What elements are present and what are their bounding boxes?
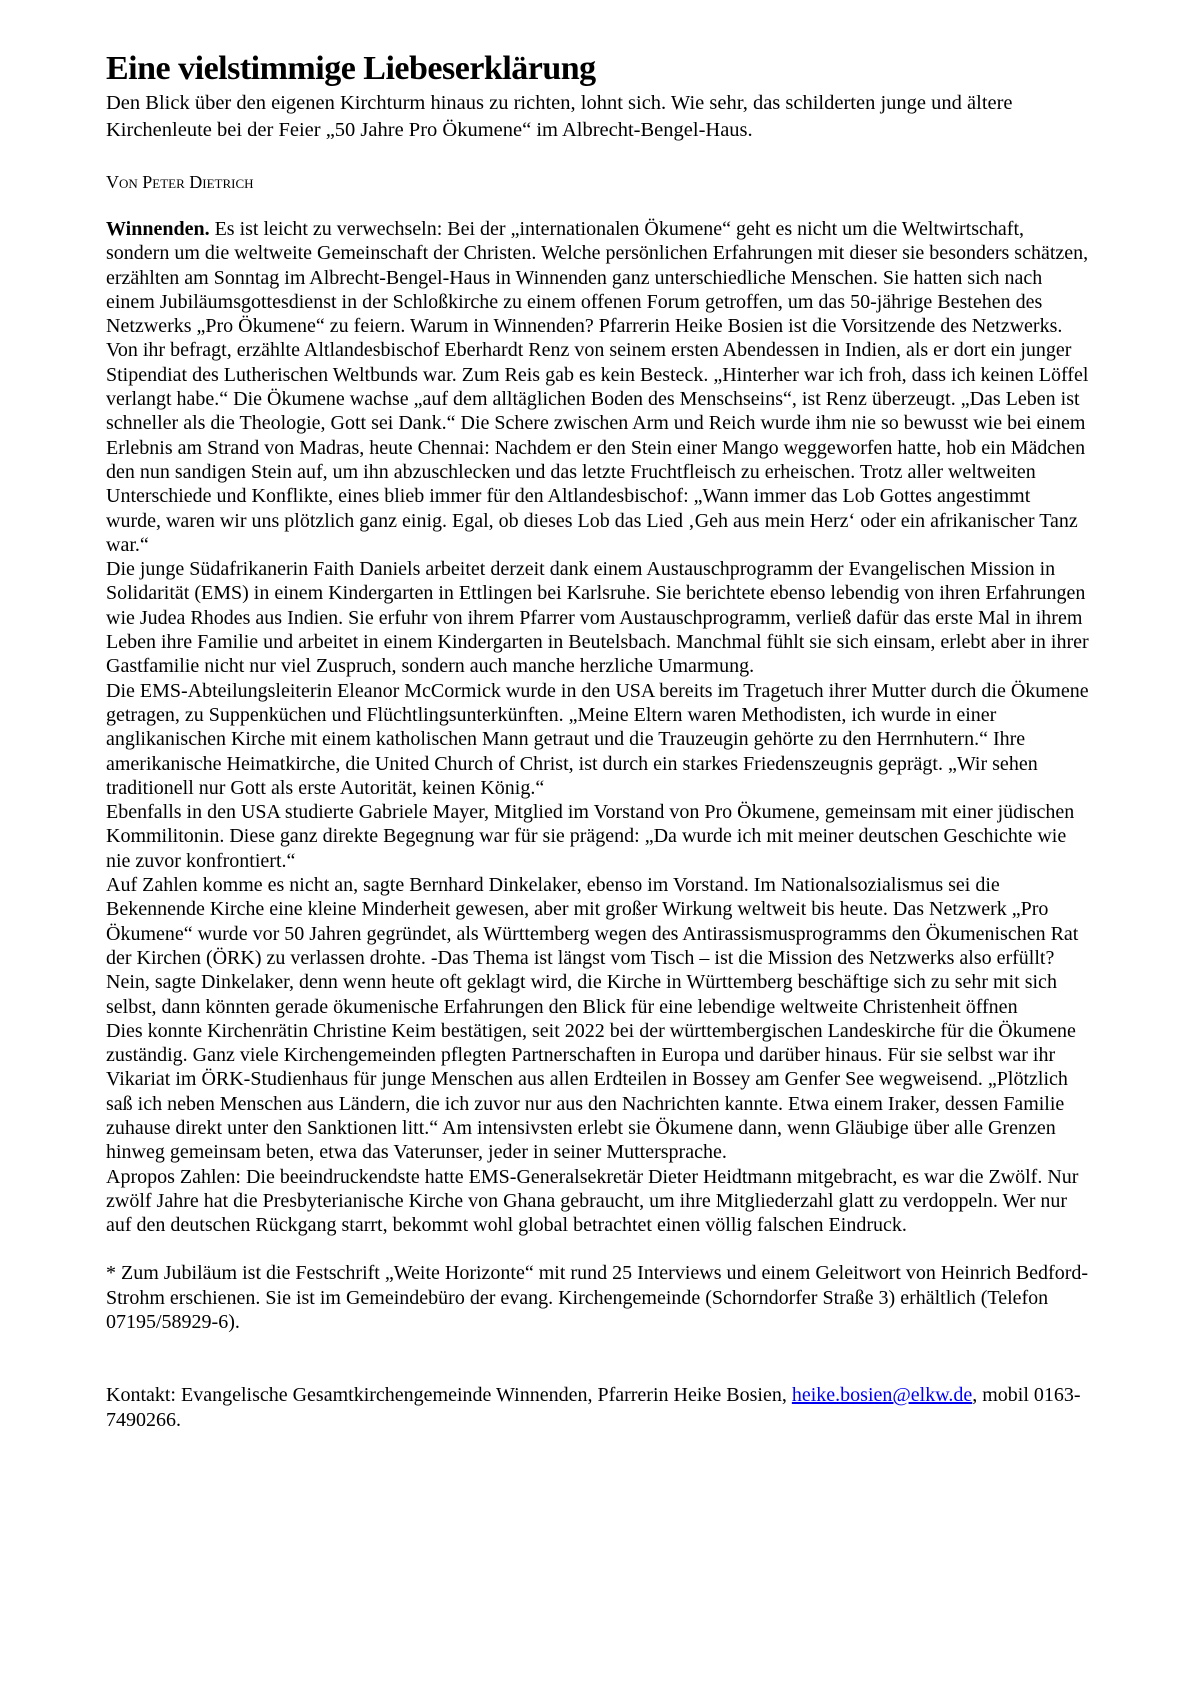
contact-prefix: Kontakt: Evangelische Gesamtkirchengemeinde Winnenden, Pfarrerin Heike Bosien, <box>106 1384 792 1407</box>
article-body <box>106 217 1090 1237</box>
paragraph-1 <box>106 217 1090 338</box>
paragraph-5: Ebenfalls in den USA studierte Gabriele Mayer, Mitglied im Vorstand von Pro Ökumene, gemeinsam mit einer jüdischen Kommilitonin. Diese ganz direkte Begegnung war für sie prägend: „Da wurde ich mit meiner deutschen Geschichte wie nie zuvor konfrontiert.“ <box>106 801 1075 872</box>
paragraph-7: Dies konnte Kirchenrätin Christine Keim bestätigen, seit 2022 bei der württembergischen Landeskirche für die Ökumene zuständig. Ganz viele Kirchengemeinden pflegten Partnerschaften in Europa und darüber hinaus. Für sie selbst war ihr Vikariat im ÖRK-Studienhaus für junge Menschen aus allen Erdteilen in Bossey am Genfer See wegweisend. „Plötzlich saß ich neben Menschen aus Ländern, die ich zuvor nur aus den Nachrichten kannte. Etwa einem Iraker, dessen Familie zuhause direkt unter den Sanktionen litt.“ Am intensivsten erlebt sie Ökumene dann, wenn Gläubige über alle Grenzen hinweg gemeinsam beten, etwa das Vaterunser, jeder in seiner Muttersprache. <box>106 1019 1076 1164</box>
page-title: Eine vielstimmige Liebeserklärung <box>106 50 596 87</box>
byline: Von Peter Dietrich <box>106 172 254 192</box>
email-link[interactable]: heike.bosien@elkw.de <box>791 1384 973 1407</box>
dateline: Winnenden. <box>106 218 210 240</box>
paragraph-3: Die junge Südafrikanerin Faith Daniels arbeitet derzeit dank einem Austauschprogramm der Evangelischen Mission in Solidarität (EMS) in einem Kindergarten in Ettlingen bei Karlsruhe. Sie berichtete ebenso lebendig von ihren Erfahrungen wie Judea Rhodes aus Indien. Sie erfuhr von ihrem Pfarrer vom Austauschprogramm, verließ dafür das erste Mal in ihrem Leben ihre Familie und arbeitet in einem Kindergarten in Beutelsbach. Manchmal fühlt sie sich einsam, erlebt aber in ihrer Gastfamilie nicht nur viel Zuspruch, sondern auch manche herzliche Umarmung. <box>106 558 1089 678</box>
paragraph-6: Auf Zahlen komme es nicht an, sagte Bernhard Dinkelaker, ebenso im Vorstand. Im Nationalsozialismus sei die Bekennende Kirche eine kleine Minderheit gewesen, aber mit großer Wirkung weltweit bis heute. Das Netzwerk „Pro Ökumene“ wurde vor 50 Jahren gegründet, als Württemberg wegen des Antirassismusprogramms den Ökumenischen Rat der Kirchen (ÖRK) zu verlassen drohte. -Das Thema ist längst vom Tisch – ist die Mission des Netzwerks also erfüllt? Nein, sagte Dinkelaker, denn wenn heute oft geklagt wird, die Kirche in Württemberg beschäftige sich zu sehr mit sich selbst, dann könnten gerade ökumenische Erfahrungen den Blick für eine lebendige weltweite Christenheit öffnen <box>106 874 1079 1018</box>
contact-suffix: , mobil 0163-7490266. <box>106 1384 1081 1431</box>
paragraph-4: Die EMS-Abteilungsleiterin Eleanor McCormick wurde in den USA bereits im Tragetuch ihrer Mutter durch die Ökumene getragen, zu Suppenküchen und Flüchtlingsunterkünften. „Meine Eltern waren Methodisten, ich wurde in einer anglikanischen Kirche mit einem katholischen Mann getraut und die Trauzeugin gehörte zu den Herrnhutern.“ Ihre amerikanische Heimatkirche, die United Church of Christ, ist durch ein starkes Friedenszeugnis geprägt. „Wir sehen traditionell nur Gott als erste Autorität, keinen König.“ <box>106 679 1089 799</box>
contact-line <box>106 1383 1090 1432</box>
paragraph-1-text: Es ist leicht zu verwechseln: Bei der „internationalen Ökumene“ geht es nicht um die Weltwirtschaft, sondern um die weltweite Gemeinschaft der Christen. Welche persönlichen Erfahrungen mit dieser sie besonders schätzen, erzählten am Sonntag im Albrecht-Bengel-Haus in Winnenden ganz unterschiedliche Menschen. Sie hatten sich nach einem Jubiläumsgottesdienst in der Schloßkirche zu einem offenen Forum getroffen, um das 50-jährige Bestehen des Netzwerks „Pro Ökumene“ zu feiern. Warum in Winnenden? Pfarrerin Heike Bosien ist die Vorsitzende des Netzwerks. <box>106 218 1089 338</box>
footnote: * Zum Jubiläum ist die Festschrift „Weite Horizonte“ mit rund 25 Interviews und einem Geleitwort von Heinrich Bedford-Strohm erschienen. Sie ist im Gemeindebüro der evang. Kirchengemeinde (Schorndorfer Straße 3) erhältlich (Telefon 07195/58929-6). <box>106 1262 1089 1334</box>
article-lede: Den Blick über den eigenen Kirchturm hinaus zu richten, lohnt sich. Wie sehr, das schilderten junge und ältere Kirchenleute bei der Feier „50 Jahre Pro Ökumene“ im Albrecht-Bengel-Haus. <box>106 92 1013 141</box>
paragraph-8: Apropos Zahlen: Die beeindruckendste hatte EMS-Generalsekretär Dieter Heidtmann mitgebracht, es war die Zwölf. Nur zwölf Jahre hat die Presbyterianische Kirche von Ghana gebraucht, um ihre Mitgliederzahl glatt zu verdoppeln. Wer nur auf den deutschen Rückgang starrt, bekommt wohl global betrachtet einen völlig falschen Eindruck. <box>106 1165 1079 1237</box>
paragraph-2: Von ihr befragt, erzählte Altlandesbischof Eberhardt Renz von seinem ersten Abendessen in Indien, als er dort ein junger Stipendiat des Lutherischen Weltbunds war. Zum Reis gab es kein Besteck. „Hinterher war ich froh, dass ich keinen Löffel verlangt habe.“ Die Ökumene wachse „auf dem alltäglichen Boden des Menschseins“, ist Renz überzeugt. „Das Leben ist schneller als die Theologie, Gott sei Dank.“ Die Schere zwischen Arm und Reich wurde ihm nie so bewusst wie bei einem Erlebnis am Strand von Madras, heute Chennai: Nachdem er den Stein einer Mango weggeworfen hatte, hob ein Mädchen den nun sandigen Stein auf, um ihn abzuschlecken und das letzte Fruchtfleisch zu erheischen. Trotz aller weltweiten Unterschiede und Konflikte, eines blieb immer für den Altlandesbischof: „Wann immer das Lob Gottes angestimmt wurde, waren wir uns plötzlich ganz einig. Egal, ob dieses Lob das Lied ‚Geh aus mein Herz‘ oder ein afrikanischer Tanz war.“ <box>106 339 1089 556</box>
